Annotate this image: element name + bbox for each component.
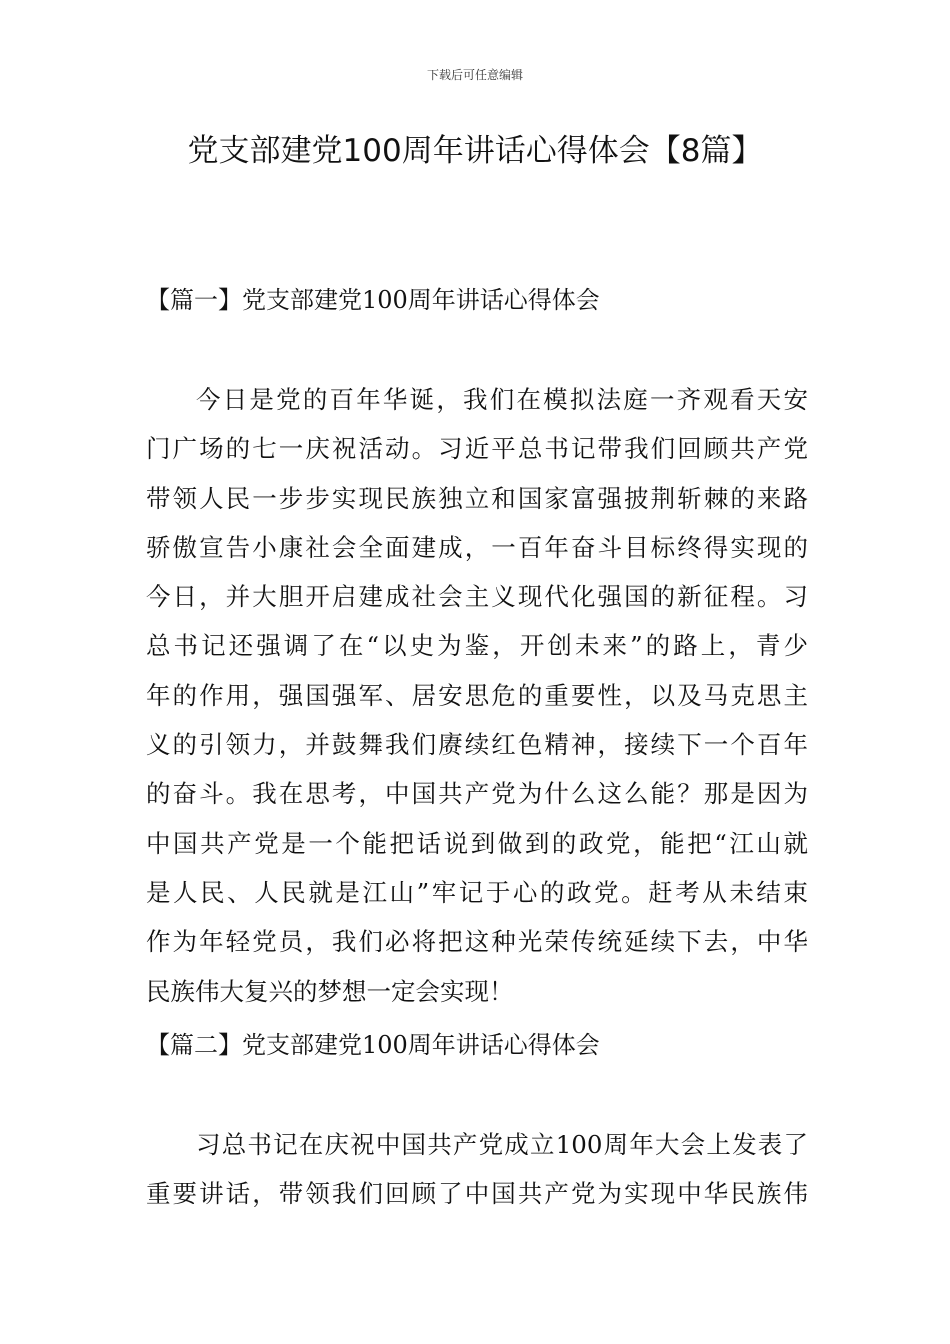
text-line: 门广场的七一庆祝活动。习近平总书记带我们回顾共产党 — [146, 434, 808, 464]
section-heading-2: 【篇二】党支部建党100周年讲话心得体会 — [146, 1031, 600, 1059]
document-title: 党支部建党100周年讲话心得体会【8篇】 — [187, 133, 763, 169]
section-2-paragraph — [146, 1120, 808, 1219]
header-note: 下载后可任意编辑 — [426, 68, 523, 82]
text-line: 是人民、人民就是江山”牢记于心的政党。赶考从未结束 — [146, 877, 808, 907]
section-heading-1: 【篇一】党支部建党100周年讲话心得体会 — [146, 286, 600, 314]
text-line: 年的作用，强国强军、居安思危的重要性，以及马克思主 — [146, 680, 808, 710]
text-line: 今日，并大胆开启建成社会主义现代化强国的新征程。习 — [146, 582, 808, 612]
text-line: 带领人民一步步实现民族独立和国家富强披荆斩棘的来路 — [146, 483, 808, 513]
text-line: 今日是党的百年华诞，我们在模拟法庭一齐观看天安 — [196, 385, 808, 414]
text-line: 习总书记在庆祝中国共产党成立100周年大会上发表了 — [196, 1130, 808, 1159]
text-line: 作为年轻党员，我们必将把这种光荣传统延续下去，中华 — [146, 927, 808, 957]
text-line: 义的引领力，并鼓舞我们赓续红色精神，接续下一个百年 — [146, 730, 808, 760]
text-line: 民族伟大复兴的梦想一定会实现！ — [146, 976, 514, 1006]
text-line: 骄傲宣告小康社会全面建成，一百年奋斗目标终得实现的 — [146, 532, 808, 562]
text-line: 中国共产党是一个能把话说到做到的政党，能把“江山就 — [146, 828, 808, 858]
text-line: 总书记还强调了在“以史为鉴，开创未来”的路上，青少 — [146, 631, 808, 661]
section-1-paragraph — [146, 375, 808, 1016]
text-line: 的奋斗。我在思考，中国共产党为什么这么能？那是因为 — [146, 779, 808, 809]
text-line: 重要讲话，带领我们回顾了中国共产党为实现中华民族伟 — [146, 1179, 808, 1209]
